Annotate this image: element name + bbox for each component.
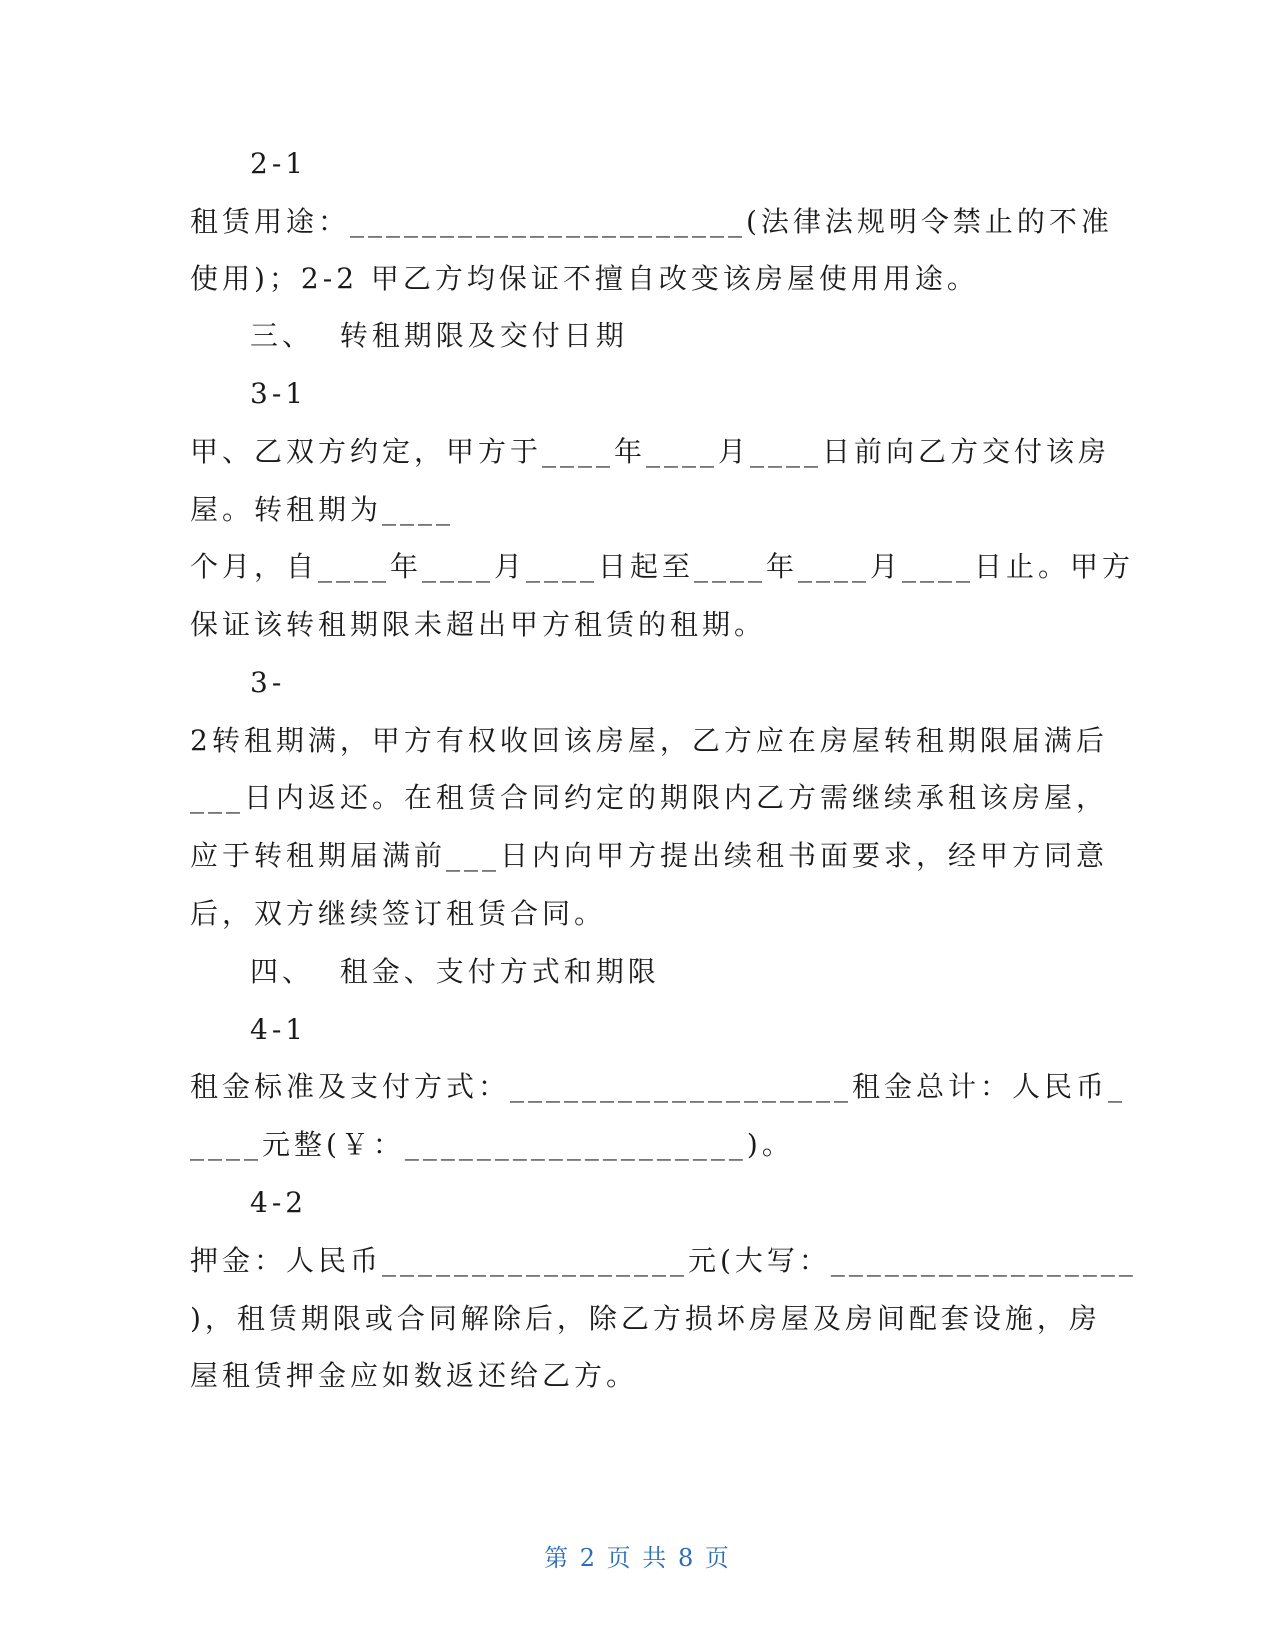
- clause-4-2-text-line: 押金：人民币_________________元(大写：_________________: [190, 1244, 1137, 1277]
- clause-4-2-text-line: )，租赁期限或合同解除后，除乙方损坏房屋及房间配套设施，房: [190, 1302, 1101, 1335]
- clause-2-1-number: 2-1: [250, 147, 308, 180]
- clause-3-1-text-line: 甲、乙双方约定，甲方于____年____月____日前向乙方交付该房: [190, 435, 1111, 468]
- clause-4-1-text-line: 租金标准及支付方式：___________________租金总计：人民币_: [190, 1070, 1127, 1103]
- clause-3-2-text-line: 应于转租期届满前___日内向甲方提出续租书面要求，经甲方同意: [190, 839, 1109, 872]
- clause-2-2-text-line: 使用)；2-2 甲乙方均保证不擅自改变该房屋使用用途。: [190, 262, 979, 295]
- clause-4-2-text-line: 屋租赁押金应如数返还给乙方。: [190, 1359, 639, 1392]
- page-number-footer: 第 2 页 共 8 页: [544, 1544, 731, 1572]
- clause-3-1-text-line: 保证该转租期限未超出甲方租赁的租期。: [190, 608, 767, 641]
- clause-2-1-text-line: 租赁用途：______________________(法律法规明令禁止的不准: [190, 205, 1113, 238]
- section-4-heading: 四、 租金、支付方式和期限: [250, 955, 660, 988]
- clause-4-2-number: 4-2: [250, 1186, 308, 1219]
- clause-3-2-number: 3-: [250, 666, 286, 699]
- clause-3-1-text-line: 屋。转租期为____: [190, 493, 455, 526]
- clause-3-1-text-line: 个月，自____年____月____日起至____年____月____日止。甲方: [190, 550, 1135, 583]
- section-3-heading: 三、 转租期限及交付日期: [250, 319, 628, 352]
- clause-3-1-number: 3-1: [250, 377, 308, 410]
- clause-4-1-text-line: ____元整(￥：___________________)。: [190, 1128, 794, 1161]
- clause-3-2-text-line: 2转租期满，甲方有权收回该房屋，乙方应在房屋转租期限届满后: [190, 724, 1108, 757]
- clause-3-2-text-line: 后，双方继续签订租赁合同。: [190, 897, 607, 930]
- clause-4-1-number: 4-1: [250, 1013, 308, 1046]
- clause-3-2-text-line: ___日内返还。在租赁合同约定的期限内乙方需继续承租该房屋，: [190, 781, 1109, 814]
